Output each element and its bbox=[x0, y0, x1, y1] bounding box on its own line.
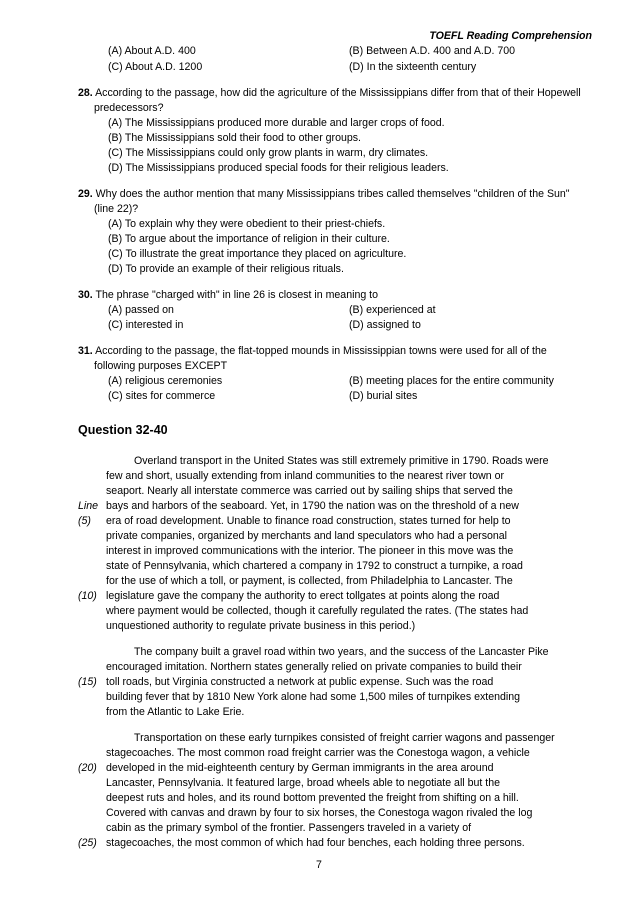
q31-stem-line1: 31. According to the passage, the flat-topped mounds in Mississippian towns were used for all of the bbox=[78, 345, 547, 357]
q28-option-a: (A) The Mississippians produced more durable and larger crops of food. bbox=[108, 117, 445, 129]
section-title: Question 32-40 bbox=[78, 423, 168, 437]
passage-line: stagecoaches. The most common road freight carrier was the Conestoga wagon, a vehicle bbox=[106, 747, 530, 759]
q31-option-b: (B) meeting places for the entire community bbox=[349, 375, 554, 387]
passage-line: Transportation on these early turnpikes consisted of freight carrier wagons and passenger bbox=[134, 732, 555, 744]
passage-line: encouraged imitation. Northern states generally relied on private companies to build their bbox=[106, 661, 522, 673]
passage-line: interest in improved communications with the interior. The pioneer in this move was the bbox=[106, 545, 514, 557]
q29-option-c: (C) To illustrate the great importance they placed on agriculture. bbox=[108, 248, 407, 260]
margin-line-label: Line bbox=[78, 500, 99, 512]
q31-option-d: (D) burial sites bbox=[349, 390, 418, 402]
passage-line: developed in the mid-eighteenth century by German immigrants in the area around bbox=[106, 762, 494, 774]
q31-stem-line2: following purposes EXCEPT bbox=[94, 360, 228, 372]
q31-option-a: (A) religious ceremonies bbox=[108, 375, 223, 387]
q31-number: 31. bbox=[78, 345, 93, 357]
q30-option-c: (C) interested in bbox=[108, 319, 184, 331]
q30-option-b: (B) experienced at bbox=[349, 304, 436, 316]
passage-line: Covered with canvas and drawn by four to six horses, the Conestoga wagon rivaled the log bbox=[106, 807, 533, 819]
q29-number: 29. bbox=[78, 188, 93, 200]
q29-option-b: (B) To argue about the importance of religion in their culture. bbox=[108, 233, 390, 245]
passage-line: for the use of which a toll, or payment, is collected, from Philadelphia to Lancaster. The bbox=[106, 575, 513, 587]
passage-line: unquestioned authority to regulate private business in this period.) bbox=[106, 620, 416, 632]
q31-option-c: (C) sites for commerce bbox=[108, 390, 216, 402]
passage-line: few and short, usually extending from inland communities to the nearest river town or bbox=[106, 470, 505, 482]
passage-line: where payment would be collected, though it carefully regulated the rates. (The states had bbox=[106, 605, 529, 617]
q30-option-d: (D) assigned to bbox=[349, 319, 421, 331]
page-number: 7 bbox=[316, 859, 322, 871]
margin-line-10: (10) bbox=[78, 590, 97, 602]
q27-option-c: (C) About A.D. 1200 bbox=[108, 61, 203, 73]
q28-option-d: (D) The Mississippians produced special foods for their religious leaders. bbox=[108, 162, 449, 174]
passage-line: private companies, organized by merchants and land speculators who had a personal bbox=[106, 530, 508, 542]
q28-stem-line2: predecessors? bbox=[94, 102, 164, 114]
q27-option-a: (A) About A.D. 400 bbox=[108, 45, 196, 57]
passage-line: deepest ruts and holes, and its round bottom prevented the freight from shifting on a hill. bbox=[106, 792, 519, 804]
margin-line-20: (20) bbox=[78, 762, 97, 774]
q29-option-a: (A) To explain why they were obedient to their priest-chiefs. bbox=[108, 218, 386, 230]
q29-option-d: (D) To provide an example of their religious rituals. bbox=[108, 263, 344, 275]
q28-stem-line1: 28. According to the passage, how did the agriculture of the Mississippians differ from that of their Hopewell bbox=[78, 87, 581, 99]
margin-line-5: (5) bbox=[78, 515, 91, 527]
passage-line: Lancaster, Pennsylvania. It featured large, broad wheels able to negotiate all but the bbox=[106, 777, 500, 789]
q27-option-b: (B) Between A.D. 400 and A.D. 700 bbox=[349, 45, 516, 57]
q28-option-b: (B) The Mississippians sold their food to other groups. bbox=[108, 132, 361, 144]
page-header: TOEFL Reading Comprehension bbox=[429, 30, 592, 42]
passage-line: era of road development. Unable to finance road construction, states turned for help to bbox=[106, 515, 511, 527]
q30-number: 30. bbox=[78, 289, 93, 301]
passage-line: stagecoaches, the most common of which had four benches, each holding three persons. bbox=[106, 837, 525, 849]
passage-line: toll roads, but Virginia constructed a network at public expense. Such was the road bbox=[106, 676, 494, 688]
q27-option-d: (D) In the sixteenth century bbox=[349, 61, 477, 73]
passage-line: The company built a gravel road within two years, and the success of the Lancaster Pike bbox=[134, 646, 549, 658]
q29-stem-line2: (line 22)? bbox=[94, 203, 139, 215]
passage-line: bays and harbors of the seaboard. Yet, in 1790 the nation was on the threshold of a new bbox=[106, 500, 519, 512]
margin-line-15: (15) bbox=[78, 676, 97, 688]
margin-line-25: (25) bbox=[78, 837, 97, 849]
passage-line: building fever that by 1810 New York alone had some 1,500 miles of turnpikes extending bbox=[106, 691, 521, 703]
q29-stem-line1: 29. Why does the author mention that many Mississippians tribes called themselves "children of the Sun" bbox=[78, 188, 570, 200]
passage-line: from the Atlantic to Lake Erie. bbox=[106, 706, 245, 718]
q28-number: 28. bbox=[78, 87, 93, 99]
passage-line: cabin as the primary symbol of the frontier. Passengers traveled in a variety of bbox=[106, 822, 472, 834]
q30-stem: 30. The phrase "charged with" in line 26 is closest in meaning to bbox=[78, 289, 379, 301]
passage-line: state of Pennsylvania, which chartered a company in 1792 to construct a turnpike, a road bbox=[106, 560, 523, 572]
passage-line: legislature gave the company the authority to erect tollgates at points along the road bbox=[106, 590, 500, 602]
q30-option-a: (A) passed on bbox=[108, 304, 174, 316]
passage-line: seaport. Nearly all interstate commerce was carried out by sailing ships that served the bbox=[106, 485, 513, 497]
passage-line: Overland transport in the United States was still extremely primitive in 1790. Roads were bbox=[134, 455, 549, 467]
q28-option-c: (C) The Mississippians could only grow plants in warm, dry climates. bbox=[108, 147, 429, 159]
